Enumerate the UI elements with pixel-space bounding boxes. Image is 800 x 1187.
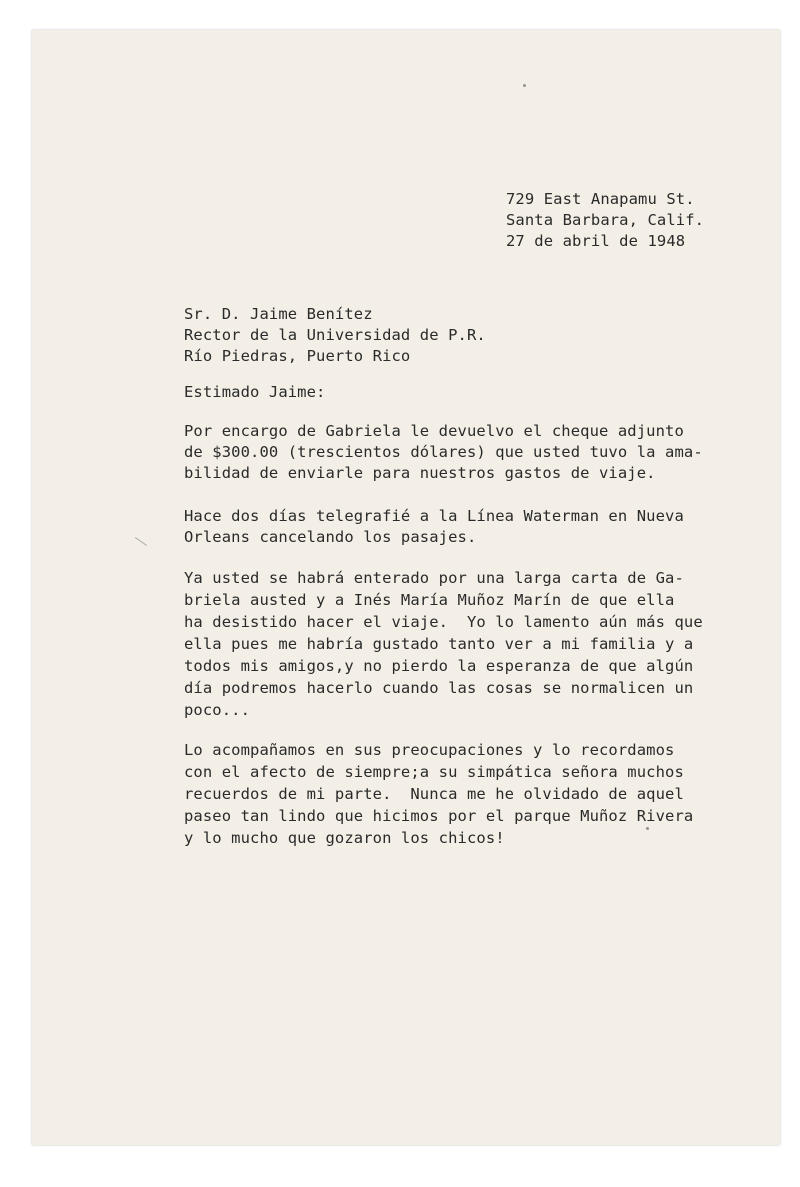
salutation: Estimado Jaime: [184,383,326,401]
paragraph-line: Por encargo de Gabriela le devuelvo el cheque adjunto [184,422,684,440]
paragraph-line: Orleans cancelando los pasajes. [184,528,477,546]
paragraph-line: con el afecto de siempre;a su simpática señora muchos [184,763,684,781]
recipient-line: Rector de la Universidad de P.R. [184,326,486,344]
paragraph-line: ha desistido hacer el viaje. Yo lo lamento aún más que [184,613,703,631]
letter-page [32,30,780,1145]
paragraph-line: bilidad de enviarle para nuestros gastos de viaje. [184,464,656,482]
paper-speck [523,84,526,87]
paper-speck [646,827,649,830]
paragraph-line: ella pues me habría gustado tanto ver a mi familia y a [184,635,694,653]
paragraph-line: y lo mucho que gozaron los chicos! [184,829,505,847]
paragraph-line: Lo acompañamos en sus preocupaciones y lo recordamos [184,741,675,759]
address-line: 729 East Anapamu St. [506,190,695,208]
address-date: 27 de abril de 1948 [506,232,686,250]
paragraph-line: briela austed y a Inés María Muñoz Marín de que ella [184,591,675,609]
paragraph-line: Hace dos días telegrafié a la Línea Waterman en Nueva [184,507,684,525]
paragraph-line: todos mis amigos,y no pierdo la esperanza de que algún [184,657,694,675]
paragraph-line: Ya usted se habrá enterado por una larga carta de Ga- [184,569,684,587]
paragraph-line: paseo tan lindo que hicimos por el parque Muñoz Rivera [184,807,694,825]
paper-mark [135,537,147,546]
paragraph-line: día podremos hacerlo cuando las cosas se normalicen un [184,679,694,697]
paragraph-line: poco... [184,701,251,719]
paragraph-line: recuerdos de mi parte. Nunca me he olvidado de aquel [184,785,684,803]
recipient-line: Río Piedras, Puerto Rico [184,347,411,365]
recipient-line: Sr. D. Jaime Benítez [184,305,373,323]
address-line: Santa Barbara, Calif. [506,211,705,229]
paragraph-line: de $300.00 (trescientos dólares) que usted tuvo la ama- [184,443,703,461]
